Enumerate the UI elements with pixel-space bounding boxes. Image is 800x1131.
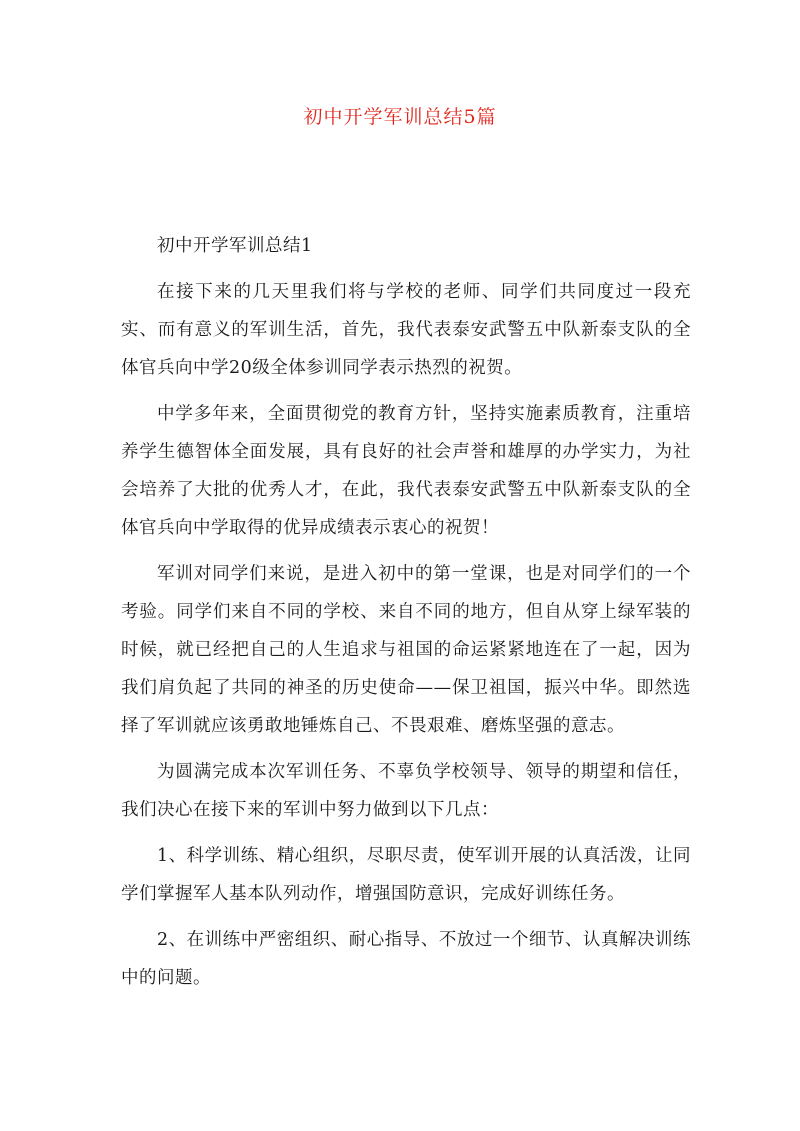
document-body [121,227,691,1005]
document-title: 初中开学军训总结5篇 [303,106,497,128]
list-item: 2、在训练中严密组织、耐心指导、不放过一个细节、认真解决训练中的问题。 [121,930,691,988]
paragraph: 中学多年来，全面贯彻党的教育方针，坚持实施素质教育，注重培养学生德智体全面发展，具有良好的社会声誉和雄厚的办学实力，为社会培养了大批的优秀人才，在此，我代表泰安武警五中队新泰支队的全体官兵向中学取得的优异成绩表示衷心的祝贺！ [121,404,691,538]
paragraph: 军训对同学们来说，是进入初中的第一堂课，也是对同学们的一个考验。同学们来自不同的学校、来自不同的地方，但自从穿上绿军装的时候，就已经把自己的人生追求与祖国的命运紧紧地连在了一起，因为我们肩负起了共同的神圣的历史使命——保卫祖国，振兴中华。即然选择了军训就应该勇敢地锤炼自己、不畏艰难、磨炼坚强的意志。 [121,564,691,736]
list-item: 1、科学训练、精心组织，尽职尽责，使军训开展的认真活泼，让同学们掌握军人基本队列动作，增强国防意识，完成好训练任务。 [121,846,691,904]
paragraph: 为圆满完成本次军训任务、不辜负学校领导、领导的期望和信任，我们决心在接下来的军训中努力做到以下几点： [121,762,691,820]
paragraph: 在接下来的几天里我们将与学校的老师、同学们共同度过一段充实、而有意义的军训生活，首先，我代表泰安武警五中队新泰支队的全体官兵向中学20级全体参训同学表示热烈的祝贺。 [121,282,691,378]
section-heading: 初中开学军训总结1 [157,236,313,256]
